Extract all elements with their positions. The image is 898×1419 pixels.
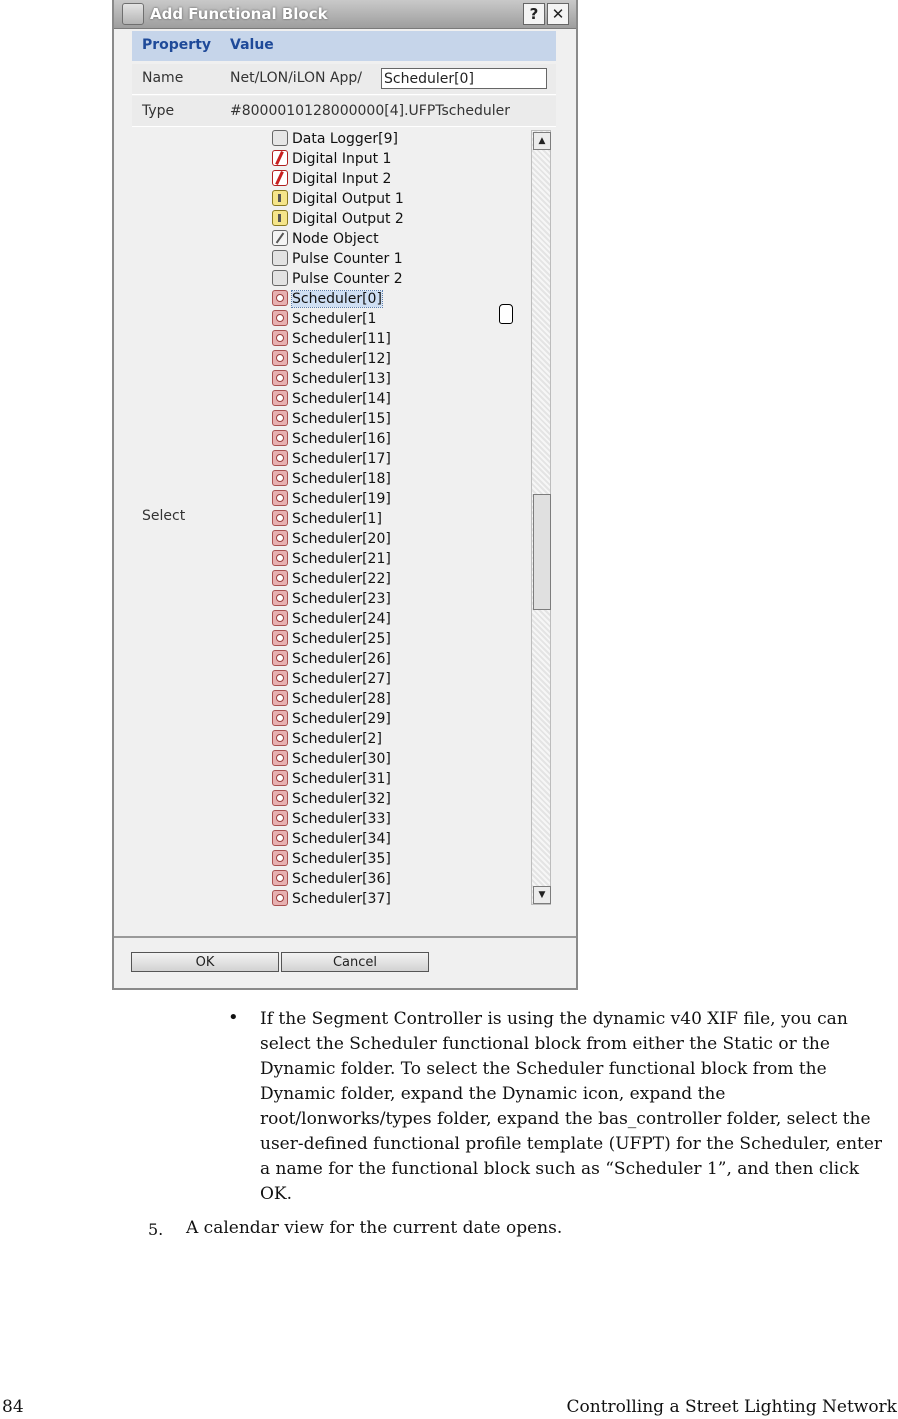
list-item-label: Node Object <box>292 231 379 247</box>
list-item[interactable] <box>272 270 403 288</box>
list-item-label: Digital Input 2 <box>292 171 392 187</box>
list-item[interactable] <box>272 590 391 608</box>
list-item[interactable] <box>272 670 391 688</box>
add-functional-block-dialog <box>112 0 578 990</box>
scheduler-icon <box>272 790 288 806</box>
list-item-label: Scheduler[15] <box>292 411 391 427</box>
list-item[interactable] <box>272 330 391 348</box>
list-item-label: Data Logger[9] <box>292 131 398 147</box>
list-item[interactable] <box>272 410 391 428</box>
type-value: #8000010128000000[4].UFPTscheduler <box>230 103 510 119</box>
list-item-label: Scheduler[32] <box>292 791 391 807</box>
data-logger-icon <box>272 130 288 146</box>
name-row <box>132 64 556 95</box>
list-item-label: Pulse Counter 1 <box>292 251 403 267</box>
scheduler-icon <box>272 750 288 766</box>
scheduler-icon <box>272 870 288 886</box>
list-item-label: Scheduler[18] <box>292 471 391 487</box>
list-item[interactable] <box>272 290 382 308</box>
list-item[interactable] <box>272 310 376 328</box>
dialog-titlebar[interactable] <box>114 0 576 29</box>
help-button[interactable]: ? <box>523 3 545 25</box>
scheduler-icon <box>272 390 288 406</box>
scroll-thumb[interactable] <box>533 494 551 610</box>
close-button[interactable]: ✕ <box>547 3 569 25</box>
list-item-label: Scheduler[30] <box>292 751 391 767</box>
list-item[interactable] <box>272 450 391 468</box>
scheduler-icon <box>272 570 288 586</box>
list-item-label: Digital Output 2 <box>292 211 404 227</box>
list-item-label: Scheduler[14] <box>292 391 391 407</box>
list-item[interactable] <box>272 610 391 628</box>
list-item-label: Scheduler[29] <box>292 711 391 727</box>
list-item-label: Scheduler[19] <box>292 491 391 507</box>
scheduler-icon <box>272 450 288 466</box>
list-item-label: Scheduler[17] <box>292 451 391 467</box>
list-item-label: Scheduler[25] <box>292 631 391 647</box>
list-item-label: Scheduler[20] <box>292 531 391 547</box>
list-item-label: Scheduler[33] <box>292 811 391 827</box>
scheduler-icon <box>272 530 288 546</box>
scheduler-icon <box>272 490 288 506</box>
scheduler-icon <box>272 470 288 486</box>
list-item[interactable] <box>272 850 391 868</box>
list-item-label: Scheduler[22] <box>292 571 391 587</box>
list-item[interactable] <box>272 710 391 728</box>
list-item[interactable] <box>272 770 391 788</box>
scheduler-icon <box>272 330 288 346</box>
list-item[interactable] <box>272 810 391 828</box>
scheduler-icon <box>272 510 288 526</box>
step-text: A calendar view for the current date opens. <box>186 1218 563 1238</box>
list-item-label: Scheduler[26] <box>292 651 391 667</box>
list-item-label: Scheduler[37] <box>292 891 391 907</box>
scheduler-icon <box>272 430 288 446</box>
list-item-label: Scheduler[2] <box>292 731 382 747</box>
scheduler-icon <box>272 610 288 626</box>
list-item-label: Digital Input 1 <box>292 151 392 167</box>
list-item[interactable] <box>272 490 391 508</box>
footer-divider <box>114 936 576 938</box>
list-item-label: Scheduler[23] <box>292 591 391 607</box>
list-item[interactable] <box>272 230 379 248</box>
scheduler-icon <box>272 350 288 366</box>
list-item-label: Scheduler[27] <box>292 671 391 687</box>
hand-cursor-icon <box>499 304 513 324</box>
list-scrollbar[interactable] <box>531 130 551 905</box>
dialog-title: Add Functional Block <box>150 5 328 23</box>
list-item-label: Scheduler[0] <box>292 291 382 307</box>
list-item-label: Scheduler[1 <box>292 311 377 327</box>
list-item[interactable] <box>272 690 391 708</box>
list-item[interactable] <box>272 130 398 148</box>
running-footer-title: Controlling a Street Lighting Network <box>566 1397 897 1417</box>
scheduler-icon <box>272 410 288 426</box>
scheduler-icon <box>272 810 288 826</box>
list-item[interactable] <box>272 870 391 888</box>
list-item-label: Scheduler[24] <box>292 611 391 627</box>
bullet-paragraph: If the Segment Controller is using the dynamic v40 XIF file, you can select the Scheduler functional block from either the Static or the Dynamic folder. To select the Scheduler functional block from the Dynamic folder, expand the Dynamic icon, expand the root/lonworks/types folder, expand the bas_controller folder, select the user-defined functional profile template (UFPT) for the Scheduler, enter a name for the functional block such as “Scheduler 1”, and then click OK. <box>260 1009 883 1204</box>
name-input[interactable] <box>381 68 547 89</box>
scheduler-icon <box>272 710 288 726</box>
digital-input-icon <box>272 150 288 166</box>
list-item[interactable] <box>272 650 391 668</box>
list-item-label: Scheduler[28] <box>292 691 391 707</box>
grid-header <box>132 31 556 61</box>
cancel-button[interactable]: Cancel <box>281 952 429 972</box>
list-item-label: Scheduler[31] <box>292 771 391 787</box>
list-item[interactable] <box>272 350 391 368</box>
list-item[interactable] <box>272 630 391 648</box>
scheduler-icon <box>272 630 288 646</box>
list-item-label: Scheduler[21] <box>292 551 391 567</box>
scheduler-icon <box>272 370 288 386</box>
list-item-label: Scheduler[12] <box>292 351 391 367</box>
scheduler-icon <box>272 590 288 606</box>
list-item[interactable] <box>272 470 391 488</box>
scheduler-icon <box>272 670 288 686</box>
digital-input-icon <box>272 170 288 186</box>
page-number: 84 <box>2 1397 24 1417</box>
name-label: Name <box>142 70 184 86</box>
list-item[interactable] <box>272 750 391 768</box>
type-row <box>132 96 556 127</box>
node-object-icon <box>272 230 288 246</box>
list-item[interactable] <box>272 150 391 168</box>
type-label: Type <box>142 103 175 119</box>
list-item[interactable] <box>272 190 404 208</box>
scheduler-icon <box>272 550 288 566</box>
scroll-down-arrow-icon[interactable]: ▼ <box>533 886 551 904</box>
list-item-label: Scheduler[16] <box>292 431 391 447</box>
property-column-header: Property <box>142 37 212 53</box>
value-column-header: Value <box>230 37 274 53</box>
list-item[interactable] <box>272 550 391 568</box>
list-item-label: Scheduler[13] <box>292 371 391 387</box>
scheduler-icon <box>272 850 288 866</box>
scheduler-icon <box>272 690 288 706</box>
list-item-label: Scheduler[1] <box>292 511 382 527</box>
list-item[interactable] <box>272 210 404 228</box>
list-item[interactable] <box>272 430 391 448</box>
list-item[interactable] <box>272 510 382 528</box>
list-item[interactable] <box>272 370 391 388</box>
name-prefix: Net/LON/iLON App/ <box>230 70 363 86</box>
scheduler-icon <box>272 290 288 306</box>
digital-output-icon <box>272 210 288 226</box>
pulse-counter-icon <box>272 270 288 286</box>
scheduler-icon <box>272 770 288 786</box>
list-item[interactable] <box>272 250 403 268</box>
list-item[interactable] <box>272 570 391 588</box>
list-item[interactable] <box>272 530 391 548</box>
ok-button[interactable]: OK <box>131 952 279 972</box>
bullet-marker: • <box>228 1007 239 1028</box>
list-item-label: Scheduler[35] <box>292 851 391 867</box>
scheduler-icon <box>272 890 288 906</box>
list-item-label: Digital Output 1 <box>292 191 404 207</box>
scheduler-icon <box>272 730 288 746</box>
list-item[interactable] <box>272 170 391 188</box>
step-number: 5. <box>148 1220 164 1239</box>
scheduler-icon <box>272 650 288 666</box>
scheduler-icon <box>272 830 288 846</box>
list-item-label: Pulse Counter 2 <box>292 271 403 287</box>
list-item[interactable] <box>272 390 391 408</box>
list-item-label: Scheduler[11] <box>292 331 391 347</box>
list-item[interactable] <box>272 790 391 808</box>
list-item[interactable] <box>272 830 391 848</box>
select-label: Select <box>142 508 186 524</box>
list-item[interactable] <box>272 890 391 908</box>
list-item-label: Scheduler[36] <box>292 871 391 887</box>
list-item-label: Scheduler[34] <box>292 831 391 847</box>
list-item[interactable] <box>272 730 382 748</box>
app-icon <box>122 3 144 25</box>
scheduler-icon <box>272 310 288 326</box>
scroll-up-arrow-icon[interactable]: ▲ <box>533 132 551 150</box>
digital-output-icon <box>272 190 288 206</box>
pulse-counter-icon <box>272 250 288 266</box>
